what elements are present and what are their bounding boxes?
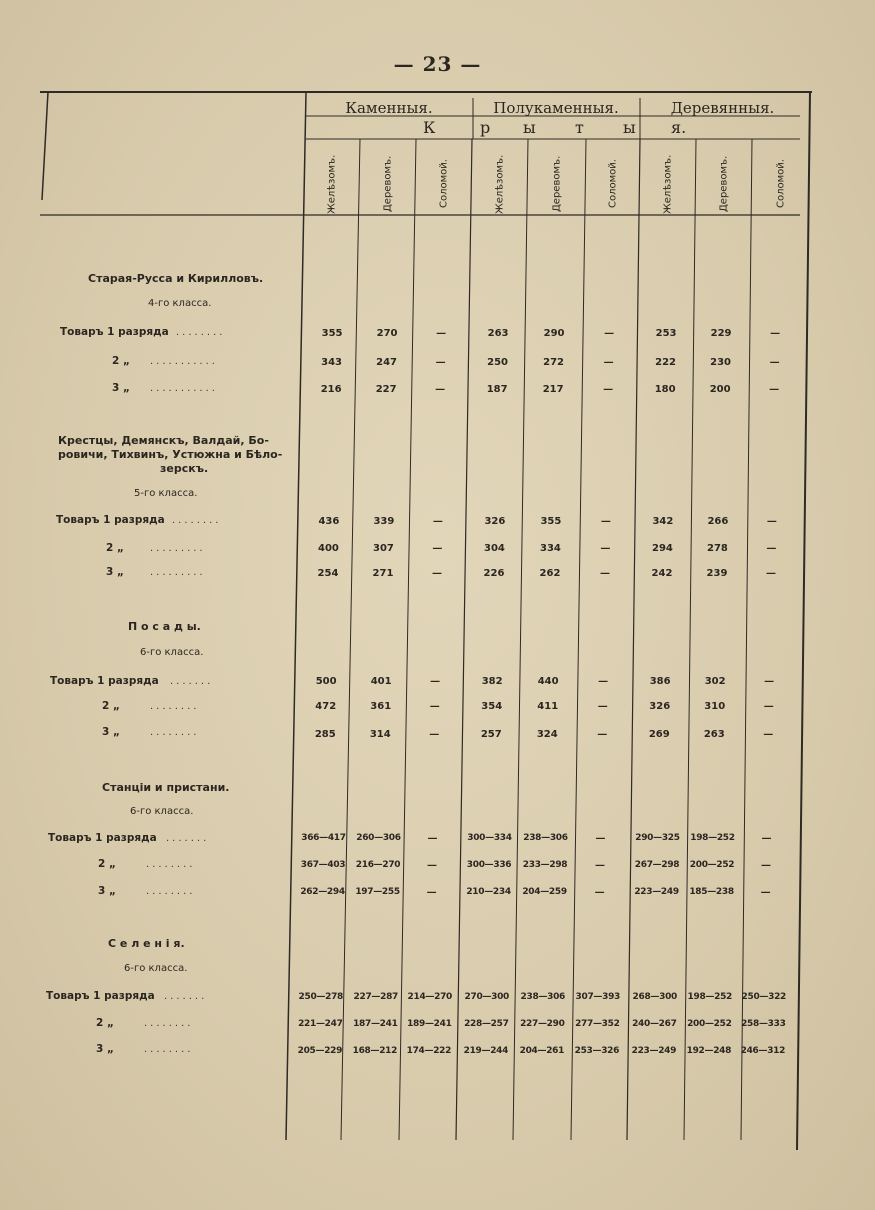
table-cell: 221—247 (298, 1019, 343, 1029)
table-cell: 200—252 (689, 860, 735, 870)
table-cell: 227 (375, 384, 397, 395)
table-cell: 302 (704, 676, 726, 687)
table-cell: 270—300 (464, 992, 510, 1002)
table-cell: 361 (370, 701, 392, 712)
row-label: Товаръ 1 разряда (56, 514, 165, 526)
row-label: 2 „ (96, 1017, 114, 1029)
row-label: 2 „ (106, 542, 124, 554)
table-cell: — (427, 860, 438, 871)
table-cell: — (435, 384, 446, 395)
table-cell: 238—306 (523, 833, 568, 843)
table-cell: 269 (648, 729, 670, 740)
table-cell: 355 (321, 328, 343, 339)
leader-dots: ....... (166, 833, 210, 844)
table-cell: 254 (317, 568, 339, 579)
row-label: 3 „ (96, 1043, 114, 1055)
leader-dots: ........ (150, 727, 200, 738)
header-wooden: Деревянныя. (670, 99, 775, 117)
leader-dots: ........ (144, 1018, 194, 1029)
row-label: 2 „ (102, 700, 120, 712)
leader-dots: ....... (164, 991, 208, 1002)
table-cell: — (763, 729, 774, 740)
table-cell: 270 (376, 328, 398, 339)
table-cell: — (430, 676, 441, 687)
table-cell: 219—244 (463, 1046, 509, 1056)
table-cell: — (427, 833, 438, 844)
table-cell: 222 (655, 357, 677, 368)
table-cell: — (765, 568, 776, 579)
table-cell: — (431, 568, 442, 579)
table-cell: 260—306 (356, 833, 401, 843)
subheader-straw-3: Соломой. (775, 159, 787, 209)
table-cell: 187—241 (353, 1019, 398, 1029)
kryty-letter: К (423, 118, 436, 137)
table-cell: — (595, 860, 606, 871)
subheader-wood-2: Деревомъ. (551, 155, 563, 213)
table-cell: — (595, 833, 606, 844)
table-cell: — (760, 887, 771, 898)
table-cell: 216 (320, 384, 342, 395)
table-cell: — (770, 328, 781, 339)
section-class: 5-го класса. (134, 488, 198, 499)
table-cell: 440 (537, 676, 559, 687)
table-cell: 472 (315, 701, 337, 712)
leader-dots: ........ (146, 886, 196, 897)
table-cell: 200 (709, 384, 731, 395)
subheader-iron-2: Желѣзомъ. (494, 154, 506, 214)
leader-dots: ........ (176, 327, 226, 338)
section-class: 4-го класса. (148, 298, 212, 309)
leader-dots: ........ (144, 1044, 194, 1055)
header-half-stone: Полукаменныя. (493, 99, 619, 117)
table-cell: 250—322 (741, 992, 787, 1002)
table-cell: 204—259 (522, 887, 567, 897)
table-cell: 253—326 (574, 1046, 620, 1056)
table-cell: 268—300 (632, 992, 678, 1002)
table-cell: 354 (481, 701, 503, 712)
table-cell: 400 (317, 543, 339, 554)
table-cell: — (769, 357, 780, 368)
table-cell: 217 (542, 384, 564, 395)
table-cell: 290 (543, 328, 565, 339)
table-cell: — (766, 543, 777, 554)
table-cell: 257 (480, 729, 502, 740)
table-cell: 223—249 (631, 1046, 677, 1056)
table-cell: 401 (370, 676, 392, 687)
leader-dots: ........ (172, 515, 222, 526)
table-cell: — (594, 887, 605, 898)
row-label: 3 „ (106, 566, 124, 578)
table-cell: 342 (652, 516, 674, 527)
kryty-letter: р (480, 118, 491, 137)
kryty-letter: я. (671, 118, 687, 137)
table-cell: 238—306 (520, 992, 566, 1002)
table-cell: 263 (487, 328, 509, 339)
table-cell: 411 (537, 701, 559, 712)
table-cell: 271 (372, 568, 394, 579)
table-cell: 239 (706, 568, 728, 579)
table-cell: — (432, 543, 443, 554)
table-cell: 192—248 (686, 1046, 732, 1056)
row-label: 2 „ (98, 858, 116, 870)
section-title-line: зерскъ. (160, 462, 209, 475)
table-cell: 242 (651, 568, 673, 579)
table-cell: 189—241 (407, 1019, 452, 1029)
table-cell: — (763, 701, 774, 712)
subheader-iron-3: Желѣзомъ. (662, 154, 674, 214)
table-cell: 229 (710, 328, 732, 339)
table-cell: 307—393 (575, 992, 621, 1002)
leader-dots: ........... (150, 383, 218, 394)
table-cell: — (600, 516, 611, 527)
leader-dots: ........ (146, 859, 196, 870)
leader-dots: ........ (150, 701, 200, 712)
table-cell: — (766, 516, 777, 527)
table-cell: 262 (539, 568, 561, 579)
table-cell: 314 (369, 729, 391, 740)
header-stone: Каменныя. (345, 99, 433, 117)
page-number: — 23 — (393, 52, 482, 76)
table-cell: 307 (372, 543, 394, 554)
section-title-line: ровичи, Тихвинъ, Устюжна и Бѣло- (58, 448, 283, 461)
row-label: Товаръ 1 разряда (46, 990, 155, 1002)
table-cell: — (435, 357, 446, 368)
section-class: 6-го класса. (124, 963, 188, 974)
table-cell: — (429, 701, 440, 712)
section-title: Старая-Русса и Кирилловъ. (88, 272, 264, 285)
kryty-letter: т (575, 118, 584, 137)
table-cell: 258—333 (741, 1019, 786, 1029)
table-cell: — (598, 676, 609, 687)
table-cell: 500 (315, 676, 337, 687)
table-cell: 382 (481, 676, 503, 687)
table-cell: — (604, 328, 615, 339)
table-cell: 272 (543, 357, 565, 368)
table-cell: 200—252 (687, 1019, 732, 1029)
kryty-letter: ы (623, 118, 636, 137)
table-cell: 185—238 (689, 887, 734, 897)
table-cell: 253 (655, 328, 677, 339)
leader-dots: ......... (150, 543, 206, 554)
section-title: Станцiи и пристани. (102, 781, 230, 794)
table-cell: 227—290 (520, 1019, 565, 1029)
section-title: С е л е н i я. (108, 937, 185, 950)
section-class: 6-го класса. (140, 647, 204, 658)
table-cell: — (597, 729, 608, 740)
subheader-iron-1: Желѣзомъ. (326, 154, 338, 214)
table-cell: 300—336 (466, 860, 512, 870)
table-cell: 366—417 (301, 833, 346, 843)
leader-dots: ........... (150, 356, 218, 367)
table-cell: 290—325 (635, 833, 680, 843)
table-cell: — (761, 833, 772, 844)
table-cell: 285 (314, 729, 336, 740)
subheader-wood-1: Деревомъ. (382, 155, 394, 213)
table-cell: 227—287 (353, 992, 399, 1002)
row-label: Товаръ 1 разряда (50, 675, 159, 687)
kryty-letter: ы (523, 118, 536, 137)
table-cell: 326 (649, 701, 671, 712)
subheader-straw-2: Соломой. (607, 159, 619, 209)
table-cell: — (603, 357, 614, 368)
table-cell: 355 (540, 516, 562, 527)
table-cell: 168—212 (352, 1046, 398, 1056)
table-cell: — (432, 516, 443, 527)
table-cell: 343 (321, 357, 343, 368)
table-cell: 228—257 (464, 1019, 509, 1029)
row-label: 3 „ (98, 885, 116, 897)
table-cell: 214—270 (407, 992, 453, 1002)
table-cell: 324 (536, 729, 558, 740)
table-cell: 198—252 (690, 833, 735, 843)
row-label: 3 „ (112, 382, 130, 394)
table-cell: 210—234 (466, 887, 511, 897)
table-cell: — (600, 543, 611, 554)
table-cell: 230 (710, 357, 732, 368)
table-cell: — (764, 676, 775, 687)
table-cell: 250 (487, 357, 509, 368)
table-cell: 367—403 (300, 860, 346, 870)
section-class: 6-го класса. (130, 806, 194, 817)
table-cell: 174—222 (406, 1046, 452, 1056)
section-title-line: Крестцы, Демянскъ, Валдай, Бо- (58, 434, 269, 447)
table-cell: 180 (654, 384, 676, 395)
table-cell: — (597, 701, 608, 712)
table-cell: 226 (483, 568, 505, 579)
table-cell: 436 (318, 516, 340, 527)
table-cell: 250—278 (298, 992, 344, 1002)
table-cell: — (599, 568, 610, 579)
subheader-straw-1: Соломой. (438, 159, 450, 209)
row-label: Товаръ 1 разряда (60, 326, 169, 338)
table-cell: 266 (707, 516, 729, 527)
row-label: 3 „ (102, 726, 120, 738)
table-cell: — (426, 887, 437, 898)
row-label: Товаръ 1 разряда (48, 832, 157, 844)
table-cell: 294 (651, 543, 673, 554)
subheader-wood-3: Деревомъ. (718, 155, 730, 213)
table-cell: — (761, 860, 772, 871)
table-cell: — (429, 729, 440, 740)
table-cell: 247 (376, 357, 398, 368)
table-cell: — (769, 384, 780, 395)
table-cell: 386 (649, 676, 671, 687)
table-cell: 197—255 (355, 887, 400, 897)
table-cell: 334 (539, 543, 561, 554)
table-cell: 278 (706, 543, 728, 554)
table-cell: — (603, 384, 614, 395)
table-cell: 223—249 (634, 887, 679, 897)
table-cell: 267—298 (634, 860, 680, 870)
table-cell: 216—270 (355, 860, 401, 870)
table-cell: 339 (373, 516, 395, 527)
section-title: П о с а д ы. (128, 620, 201, 633)
table-cell: 233—298 (522, 860, 568, 870)
table-cell: 277—352 (575, 1019, 620, 1029)
table-cell: 300—334 (467, 833, 512, 843)
table-cell: 205—229 (297, 1046, 343, 1056)
leader-dots: ......... (150, 567, 206, 578)
leader-dots: ....... (170, 676, 214, 687)
table-cell: 246—312 (740, 1046, 786, 1056)
table-cell: 204—261 (519, 1046, 565, 1056)
table-cell: 326 (484, 516, 506, 527)
table-cell: 263 (703, 729, 725, 740)
table-cell: 304 (483, 543, 505, 554)
row-label: 2 „ (112, 355, 130, 367)
table-cell: 240—267 (632, 1019, 677, 1029)
table-cell: 310 (704, 701, 726, 712)
table-cell: 262—294 (300, 887, 345, 897)
table-cell: 187 (486, 384, 508, 395)
table-cell: 198—252 (687, 992, 733, 1002)
table-cell: — (436, 328, 447, 339)
